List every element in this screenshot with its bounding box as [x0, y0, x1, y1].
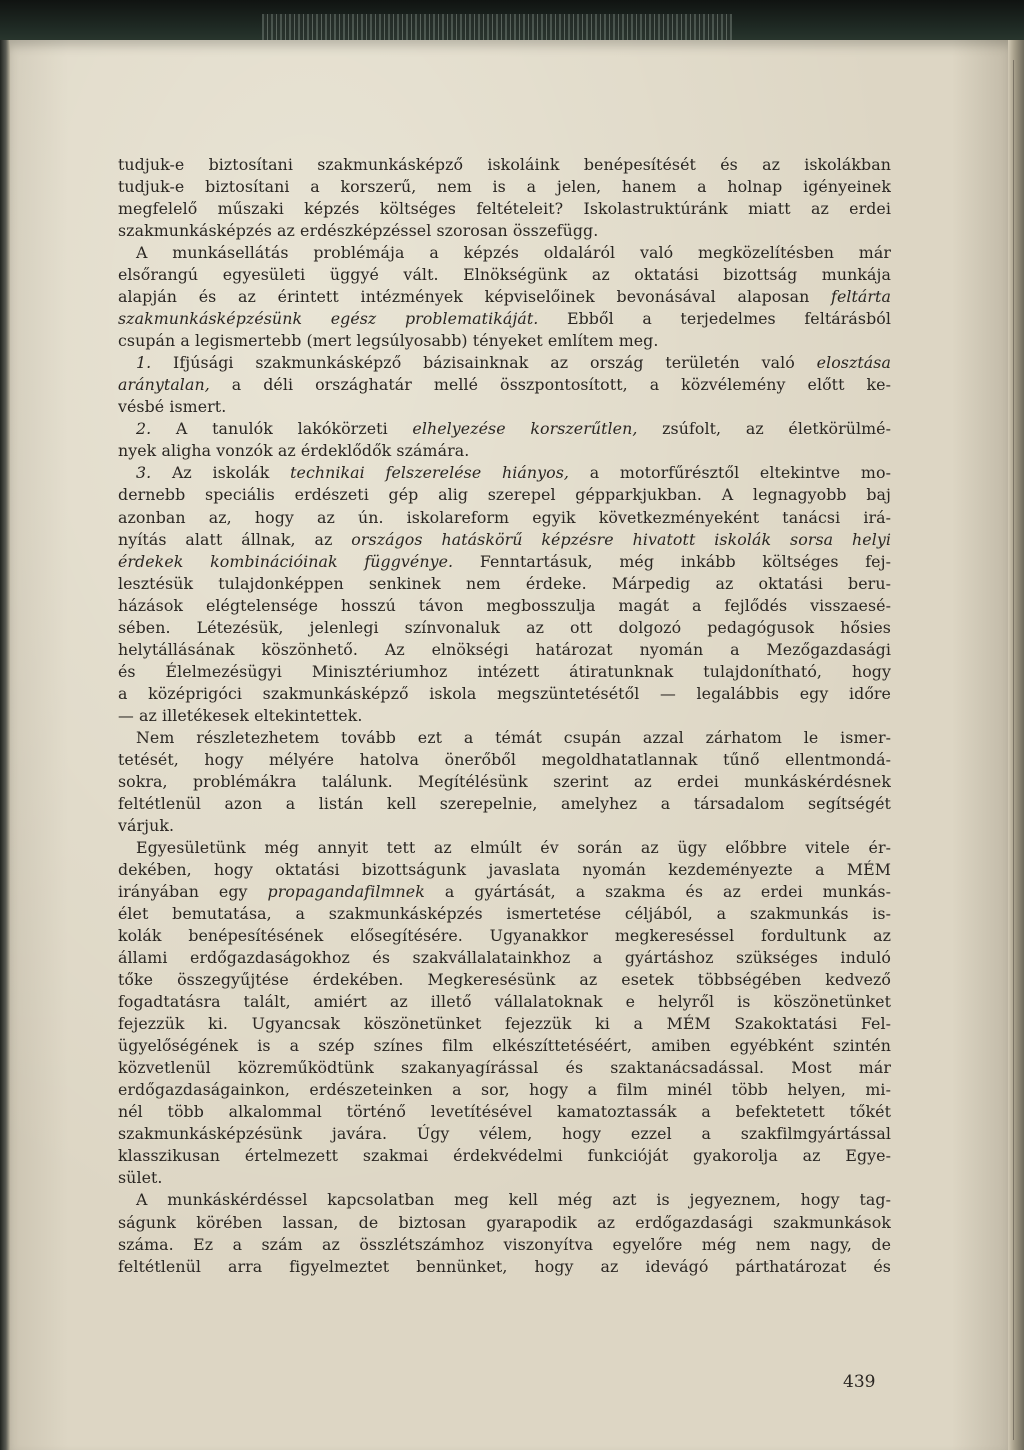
text-line: [118, 1189, 891, 1211]
text-line: [118, 396, 891, 418]
text-segment: tudjuk-e biztosítani szakmunkásképző iskoláink benépesítését és az iskolákban: [118, 155, 891, 174]
text-line: [118, 969, 891, 991]
text-segment: fejezzük ki. Ugyancsak köszönetünket fejezzük ki a MÉM Szakoktatási Fel-: [118, 1014, 891, 1034]
text-segment: kolák benépesítésének elősegítésére. Ugyanakkor megkereséssel fordultunk az: [118, 926, 891, 946]
text-line: [118, 815, 891, 837]
text-line: [118, 330, 891, 352]
body-text: [118, 154, 891, 1278]
text-segment: szakmunkásképzés az erdészképzéssel szorosan összefügg.: [118, 221, 599, 241]
text-line: [118, 529, 891, 551]
text-segment: nyítás alatt állnak, az: [118, 529, 352, 549]
text-segment: feltétlenül arra figyelmeztet bennünket, hogy az idevágó párthatározat és: [118, 1256, 891, 1276]
text-segment: ságunk körében lassan, de biztosan gyarapodik az erdőgazdasági szakmunkások: [118, 1212, 891, 1232]
italic-text: aránytalan,: [118, 375, 210, 395]
text-segment: nyek aligha vonzók az érdeklődők számára.: [118, 441, 470, 461]
text-line: [118, 771, 891, 793]
page-number: 439: [843, 1372, 876, 1392]
text-segment: sület.: [118, 1168, 163, 1188]
text-line: [118, 1013, 891, 1035]
text-segment: tetését, hogy mélyére hatolva önerőből megoldhatatlannak tűnő ellentmondá-: [118, 749, 891, 769]
text-line: [118, 991, 891, 1013]
text-segment: nél több alkalommal történő levetítésével kamatoztassák a befektetett tőkét: [118, 1102, 891, 1122]
text-line: [118, 462, 891, 484]
text-segment: alapján és az érintett intézmények képviselőinek bevonásával alaposan: [118, 287, 832, 307]
text-segment: Nem részletezhetem tovább ezt a témát csupán azzal zárhatom le ismer-: [136, 727, 891, 747]
text-segment: sokra, problémákra találunk. Megítélésünk szerint az erdei munkáskérdésnek: [118, 771, 891, 791]
text-line: [118, 595, 891, 617]
text-segment: élet bemutatása, a szakmunkásképzés ismertetése céljából, a szakmunkás is-: [118, 904, 891, 924]
text-line: [118, 1167, 891, 1189]
text-line: [118, 881, 891, 903]
text-line: [118, 286, 891, 308]
text-segment: erdőgazdaságainkon, erdészeteinken a sor, hogy a film minél több helyen, mi-: [118, 1080, 891, 1100]
italic-text: szakmunkásképzésünk egész problematikáját.: [118, 309, 539, 329]
page-edge-line: [1013, 60, 1014, 1440]
text-segment: vésbé ismert.: [118, 397, 227, 417]
text-segment: feltétlenül azon a listán kell szerepelnie, amelyhez a társadalom segítségét: [118, 793, 891, 813]
text-segment: száma. Ez a szám az összlétszámhoz viszonyítva egyelőre még nem nagy, de: [118, 1234, 891, 1254]
text-segment: A tanulók lakókörzeti: [151, 419, 413, 439]
italic-text: 2.: [136, 419, 152, 439]
text-line: [118, 1035, 891, 1057]
page-right-edge: [1008, 40, 1024, 1450]
text-line: [118, 176, 891, 198]
text-segment: dernebb speciális erdészeti gép alig szerepel gépparkjukban. A legnagyobb baj: [118, 485, 891, 505]
italic-text: propagandafilmnek: [267, 882, 425, 902]
text-segment: várjuk.: [118, 815, 175, 835]
text-segment: irányában egy: [118, 882, 268, 902]
text-segment: A munkásellátás problémája a képzés oldaláról való megközelítésben már: [136, 243, 891, 263]
text-line: [118, 1234, 891, 1256]
text-segment: elsőrangú egyesületi üggyé vált. Elnökségünk az oktatási bizottság munkája: [118, 265, 891, 285]
text-line: [118, 484, 891, 506]
text-segment: tőke összegyűjtése érdekében. Megkeresésünk az esetek többségében kedvező: [118, 970, 891, 990]
text-line: [118, 1256, 891, 1278]
text-segment: Ifjúsági szakmunkásképző bázisainknak az ország területén való: [151, 353, 817, 373]
italic-text: érdekek kombinációinak függvénye.: [118, 551, 454, 571]
text-line: [118, 440, 891, 462]
text-line: [118, 1145, 891, 1167]
text-segment: tudjuk-e biztosítani a korszerű, nem is a jelen, hanem a holnap igényeinek: [118, 177, 891, 197]
text-line: [118, 308, 891, 330]
text-line: [118, 617, 891, 639]
text-line: [118, 1123, 891, 1145]
text-line: [118, 683, 891, 705]
text-line: [118, 1079, 891, 1101]
text-segment: dekében, hogy oktatási bizottságunk javaslata nyomán kezdeményezte a MÉM: [118, 860, 891, 879]
text-segment: szakmunkásképzésünk javára. Úgy vélem, hogy ezzel a szakfilmgyártással: [118, 1124, 891, 1144]
text-segment: megfelelő műszaki képzés költséges feltételeit? Iskolastruktúránk miatt az erdei: [118, 199, 891, 219]
text-segment: lesztésük tulajdonképpen senkinek nem érdeke. Márpedig az oktatási beru-: [118, 573, 891, 593]
text-segment: állami erdőgazdaságokhoz és szakvállalatainkhoz a gyártáshoz szükséges induló: [118, 948, 891, 968]
text-segment: a gyártását, a szakma és az erdei munkás-: [424, 882, 891, 902]
text-line: [118, 1101, 891, 1123]
text-line: [118, 859, 891, 881]
text-segment: sében. Létezésük, jelenlegi színvonaluk az ott dolgozó pedagógusok hősies: [118, 617, 891, 637]
text-segment: a déli országhatár mellé összpontosított, a közvélemény előtt ke-: [209, 375, 891, 395]
text-line: [118, 749, 891, 771]
italic-text: országos hatáskörű képzésre hivatott iskolák sorsa helyi: [351, 529, 891, 549]
text-segment: azonban az, hogy az ún. iskolareform egyik következményeként tanácsi irá-: [118, 507, 891, 527]
text-line: [118, 352, 891, 374]
text-line: [118, 551, 891, 573]
italic-text: feltárta: [831, 287, 891, 307]
text-line: [118, 573, 891, 595]
text-segment: Ebből a terjedelmes feltárásból: [538, 309, 891, 329]
text-line: [118, 1057, 891, 1079]
italic-text: technikai felszerelése hiányos,: [290, 463, 569, 483]
text-segment: a középrigóci szakmunkásképző iskola megszüntetésétől — legalábbis egy időre: [118, 683, 891, 703]
text-line: [118, 705, 891, 727]
text-segment: ügyelőségének is a szép színes film elkészíttetéséért, amiben egyébként szintén: [118, 1036, 891, 1056]
italic-text: 3.: [136, 463, 152, 483]
italic-text: 1.: [136, 353, 152, 373]
text-segment: Az iskolák: [151, 463, 291, 483]
text-line: [118, 793, 891, 815]
text-line: [118, 837, 891, 859]
text-segment: A munkáskérdéssel kapcsolatban meg kell még azt is jegyeznem, hogy tag-: [136, 1190, 891, 1210]
text-line: [118, 264, 891, 286]
text-line: [118, 639, 891, 661]
text-line: [118, 374, 891, 396]
italic-text: elosztása: [816, 353, 891, 373]
text-line: [118, 1212, 891, 1234]
text-segment: házások elégtelensége hosszú távon megbosszulja magát a fejlődés visszaesé-: [118, 595, 891, 615]
text-line: [118, 242, 891, 264]
text-segment: csupán a legismertebb (mert legsúlyosabb) tényeket említem meg.: [118, 331, 659, 351]
text-segment: Egyesületünk még annyit tett az elmúlt év során az ügy előbbre vitele ér-: [136, 837, 891, 857]
text-segment: helytállásának köszönhető. Az elnökségi határozat nyomán a Mezőgazdasági: [118, 639, 891, 659]
text-segment: Fenntartásuk, még inkább költséges fej-: [453, 551, 891, 571]
text-segment: klasszikusan értelmezett szakmai érdekvédelmi funkcióját gyakorolja az Egye-: [118, 1146, 891, 1166]
text-line: [118, 198, 891, 220]
text-segment: zsúfolt, az életkörülmé-: [637, 419, 891, 439]
text-segment: — az illetékesek eltekintettek.: [118, 705, 363, 725]
text-line: [118, 220, 891, 242]
text-line: [118, 418, 891, 440]
page-left-edge: [0, 40, 10, 1450]
text-segment: közvetlenül közreműködtünk szakanyagírással és szaktanácsadással. Most már: [118, 1058, 891, 1078]
text-line: [118, 903, 891, 925]
text-line: [118, 507, 891, 529]
text-segment: és Élelmezésügyi Minisztériumhoz intézett átiratunknak tulajdonítható, hogy: [118, 661, 891, 681]
text-line: [118, 727, 891, 749]
text-line: [118, 947, 891, 969]
text-segment: fogadtatásra talált, amiért az illető vállalatoknak e helyről is köszönetünket: [118, 992, 891, 1012]
text-line: [118, 661, 891, 683]
italic-text: elhelyezése korszerűtlen,: [412, 419, 638, 439]
text-line: [118, 925, 891, 947]
text-line: [118, 154, 891, 176]
text-segment: a motorfűrésztől eltekintve mo-: [569, 463, 891, 483]
